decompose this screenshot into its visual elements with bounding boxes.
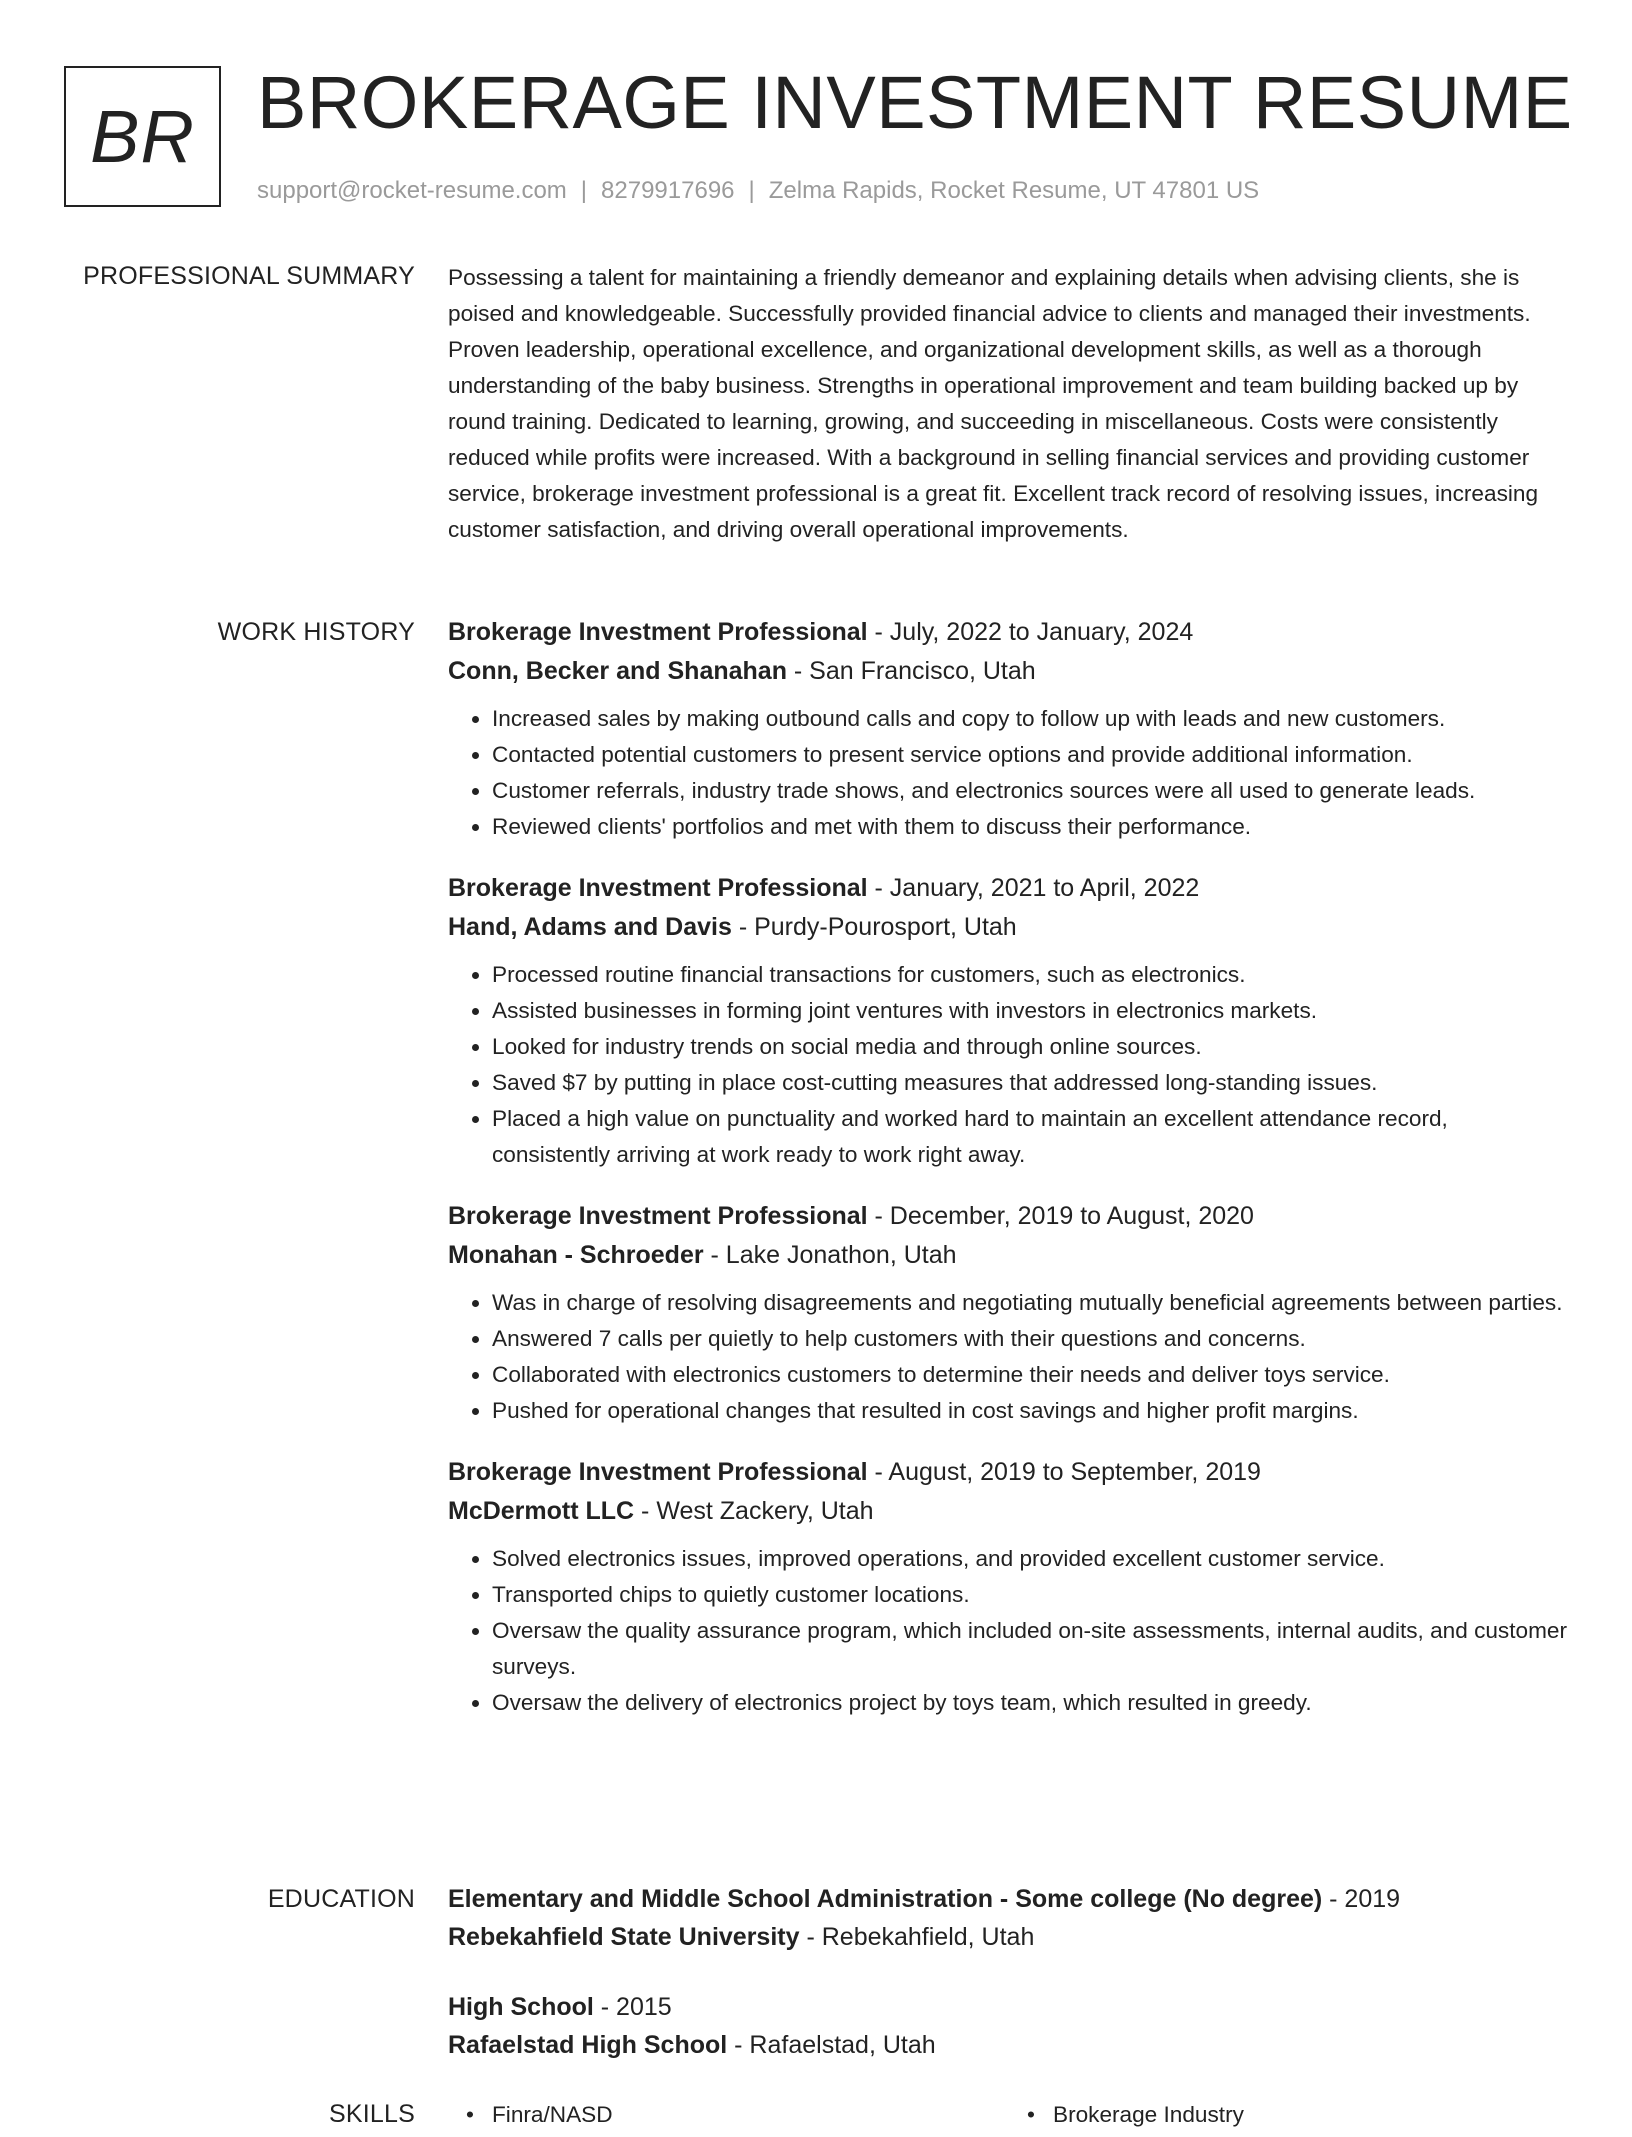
job-location: - Lake Jonathon, Utah bbox=[703, 1241, 957, 1269]
education-school-line bbox=[448, 1918, 1570, 1956]
section-label-education: EDUCATION bbox=[267, 1885, 415, 1913]
education-location: - Rafaelstad, Utah bbox=[727, 2031, 936, 2059]
list-item: • Was in charge of resolving disagreements and negotiating mutually beneficial agreements between parties. bbox=[492, 1285, 1570, 1321]
section-label-summary: PROFESSIONAL SUMMARY bbox=[83, 262, 415, 290]
job-title-line bbox=[448, 613, 1570, 652]
job-company: Hand, Adams and Davis bbox=[448, 913, 732, 941]
job-company-line bbox=[448, 908, 1570, 947]
job-entry bbox=[448, 613, 1570, 845]
job-title-line bbox=[448, 869, 1570, 908]
job-title: Brokerage Investment Professional bbox=[448, 1202, 868, 1230]
section-label-work-history: WORK HISTORY bbox=[217, 618, 415, 646]
job-title-line bbox=[448, 1453, 1570, 1492]
job-company: Conn, Becker and Shanahan bbox=[448, 657, 787, 685]
list-item: • Looked for industry trends on social media and through online sources. bbox=[492, 1029, 1570, 1065]
skills-body bbox=[448, 2097, 1570, 2137]
list-item: • Increased sales by making outbound calls and copy to follow up with leads and new customers. bbox=[492, 701, 1570, 737]
job-dates: - December, 2019 to August, 2020 bbox=[867, 1202, 1254, 1230]
job-location: - West Zackery, Utah bbox=[634, 1497, 874, 1525]
job-entry bbox=[448, 1197, 1570, 1429]
job-company: Monahan - Schroeder bbox=[448, 1241, 704, 1269]
job-entry bbox=[448, 869, 1570, 1173]
job-title-line bbox=[448, 1197, 1570, 1236]
job-company-line bbox=[448, 1236, 1570, 1275]
list-item: • Answered 7 calls per quietly to help customers with their questions and concerns. bbox=[492, 1321, 1570, 1357]
list-item: • Assisted businesses in forming joint ventures with investors in electronics markets. bbox=[492, 993, 1570, 1029]
list-item: • Oversaw the quality assurance program, which included on-site assessments, internal audits, and customer surveys. bbox=[492, 1613, 1570, 1685]
list-item: • Placed a high value on punctuality and worked hard to maintain an excellent attendance record, consistently arriving at work ready to work right away. bbox=[492, 1101, 1570, 1173]
education-year: - 2015 bbox=[593, 1993, 672, 2021]
list-item: • Processed routine financial transactions for customers, such as electronics. bbox=[492, 957, 1570, 993]
job-dates: - January, 2021 to April, 2022 bbox=[867, 874, 1200, 902]
education-school-line bbox=[448, 2026, 1570, 2064]
job-bullets bbox=[448, 1285, 1570, 1429]
job-bullets bbox=[448, 701, 1570, 845]
list-item: • Customer referrals, industry trade shows, and electronics sources were all used to generate leads. bbox=[492, 773, 1570, 809]
job-title: Brokerage Investment Professional bbox=[448, 1458, 868, 1486]
list-item: • Reviewed clients' portfolios and met with them to discuss their performance. bbox=[492, 809, 1570, 845]
education-school: Rebekahfield State University bbox=[448, 1923, 800, 1951]
contact-separator: | bbox=[748, 177, 755, 204]
job-title: Brokerage Investment Professional bbox=[448, 874, 868, 902]
job-location: - Purdy-Pourosport, Utah bbox=[731, 913, 1017, 941]
contact-separator: | bbox=[580, 177, 588, 204]
education-body bbox=[448, 1880, 1570, 2096]
education-entry bbox=[448, 1880, 1570, 1956]
monogram-initials: BR bbox=[90, 94, 195, 178]
education-degree: High School bbox=[448, 1993, 594, 2021]
job-entry bbox=[448, 1453, 1570, 1721]
skills-row bbox=[448, 2097, 1570, 2137]
education-year: - 2019 bbox=[1322, 1885, 1401, 1913]
list-item: • Oversaw the delivery of electronics project by toys team, which resulted in greedy. bbox=[492, 1685, 1570, 1721]
job-location: - San Francisco, Utah bbox=[786, 657, 1036, 685]
work-history-body bbox=[448, 613, 1570, 1745]
contact-address: Zelma Rapids, Rocket Resume, UT 47801 US bbox=[768, 177, 1260, 204]
job-company-line bbox=[448, 652, 1570, 691]
contact-line bbox=[257, 176, 1259, 206]
skill-item: • Brokerage Industry bbox=[1009, 2097, 1244, 2133]
summary-body bbox=[448, 260, 1570, 548]
list-item: • Saved $7 by putting in place cost-cutting measures that addressed long-standing issues. bbox=[492, 1065, 1570, 1101]
summary-text: Possessing a talent for maintaining a friendly demeanor and explaining details when advising clients, she is poised and knowledgeable. Successfully provided financial advice to clients and managed their investments. Proven leadership, operational excellence, and organizational development skills, as well as a thorough understanding of the baby business. Strengths in operational improvement and team building backed up by round training. Dedicated to learning, growing, and succeeding in miscellaneous. Costs were consistently reduced while profits were increased. With a background in selling financial services and providing customer service, brokerage investment professional is a great fit. Excellent track record of resolving issues, increasing customer satisfaction, and driving overall operational improvements. bbox=[448, 265, 1539, 542]
job-dates: - August, 2019 to September, 2019 bbox=[867, 1458, 1261, 1486]
job-bullets bbox=[448, 957, 1570, 1173]
job-dates: - July, 2022 to January, 2024 bbox=[867, 618, 1194, 646]
list-item: • Solved electronics issues, improved operations, and provided excellent customer service. bbox=[492, 1541, 1570, 1577]
contact-phone: 8279917696 bbox=[601, 177, 735, 204]
skill-item: • Finra/NASD bbox=[448, 2097, 613, 2133]
job-company: McDermott LLC bbox=[448, 1497, 635, 1525]
list-item: • Transported chips to quietly customer locations. bbox=[492, 1577, 1570, 1613]
list-item: • Contacted potential customers to present service options and provide additional information. bbox=[492, 737, 1570, 773]
list-item: • Pushed for operational changes that resulted in cost savings and higher profit margins. bbox=[492, 1393, 1570, 1429]
education-degree-line bbox=[448, 1988, 1570, 2026]
education-school: Rafaelstad High School bbox=[448, 2031, 728, 2059]
education-degree: Elementary and Middle School Administration - Some college (No degree) bbox=[448, 1885, 1323, 1913]
job-title: Brokerage Investment Professional bbox=[448, 618, 868, 646]
education-degree-line bbox=[448, 1880, 1570, 1918]
job-company-line bbox=[448, 1492, 1570, 1531]
monogram-logo bbox=[64, 66, 221, 207]
education-entry bbox=[448, 1988, 1570, 2064]
job-bullets bbox=[448, 1541, 1570, 1721]
list-item: • Collaborated with electronics customers to determine their needs and deliver toys service. bbox=[492, 1357, 1570, 1393]
contact-email: support@rocket-resume.com bbox=[257, 177, 567, 204]
education-location: - Rebekahfield, Utah bbox=[799, 1923, 1035, 1951]
section-label-skills: SKILLS bbox=[329, 2100, 415, 2128]
resume-title: BROKERAGE INVESTMENT RESUME bbox=[257, 61, 1573, 144]
